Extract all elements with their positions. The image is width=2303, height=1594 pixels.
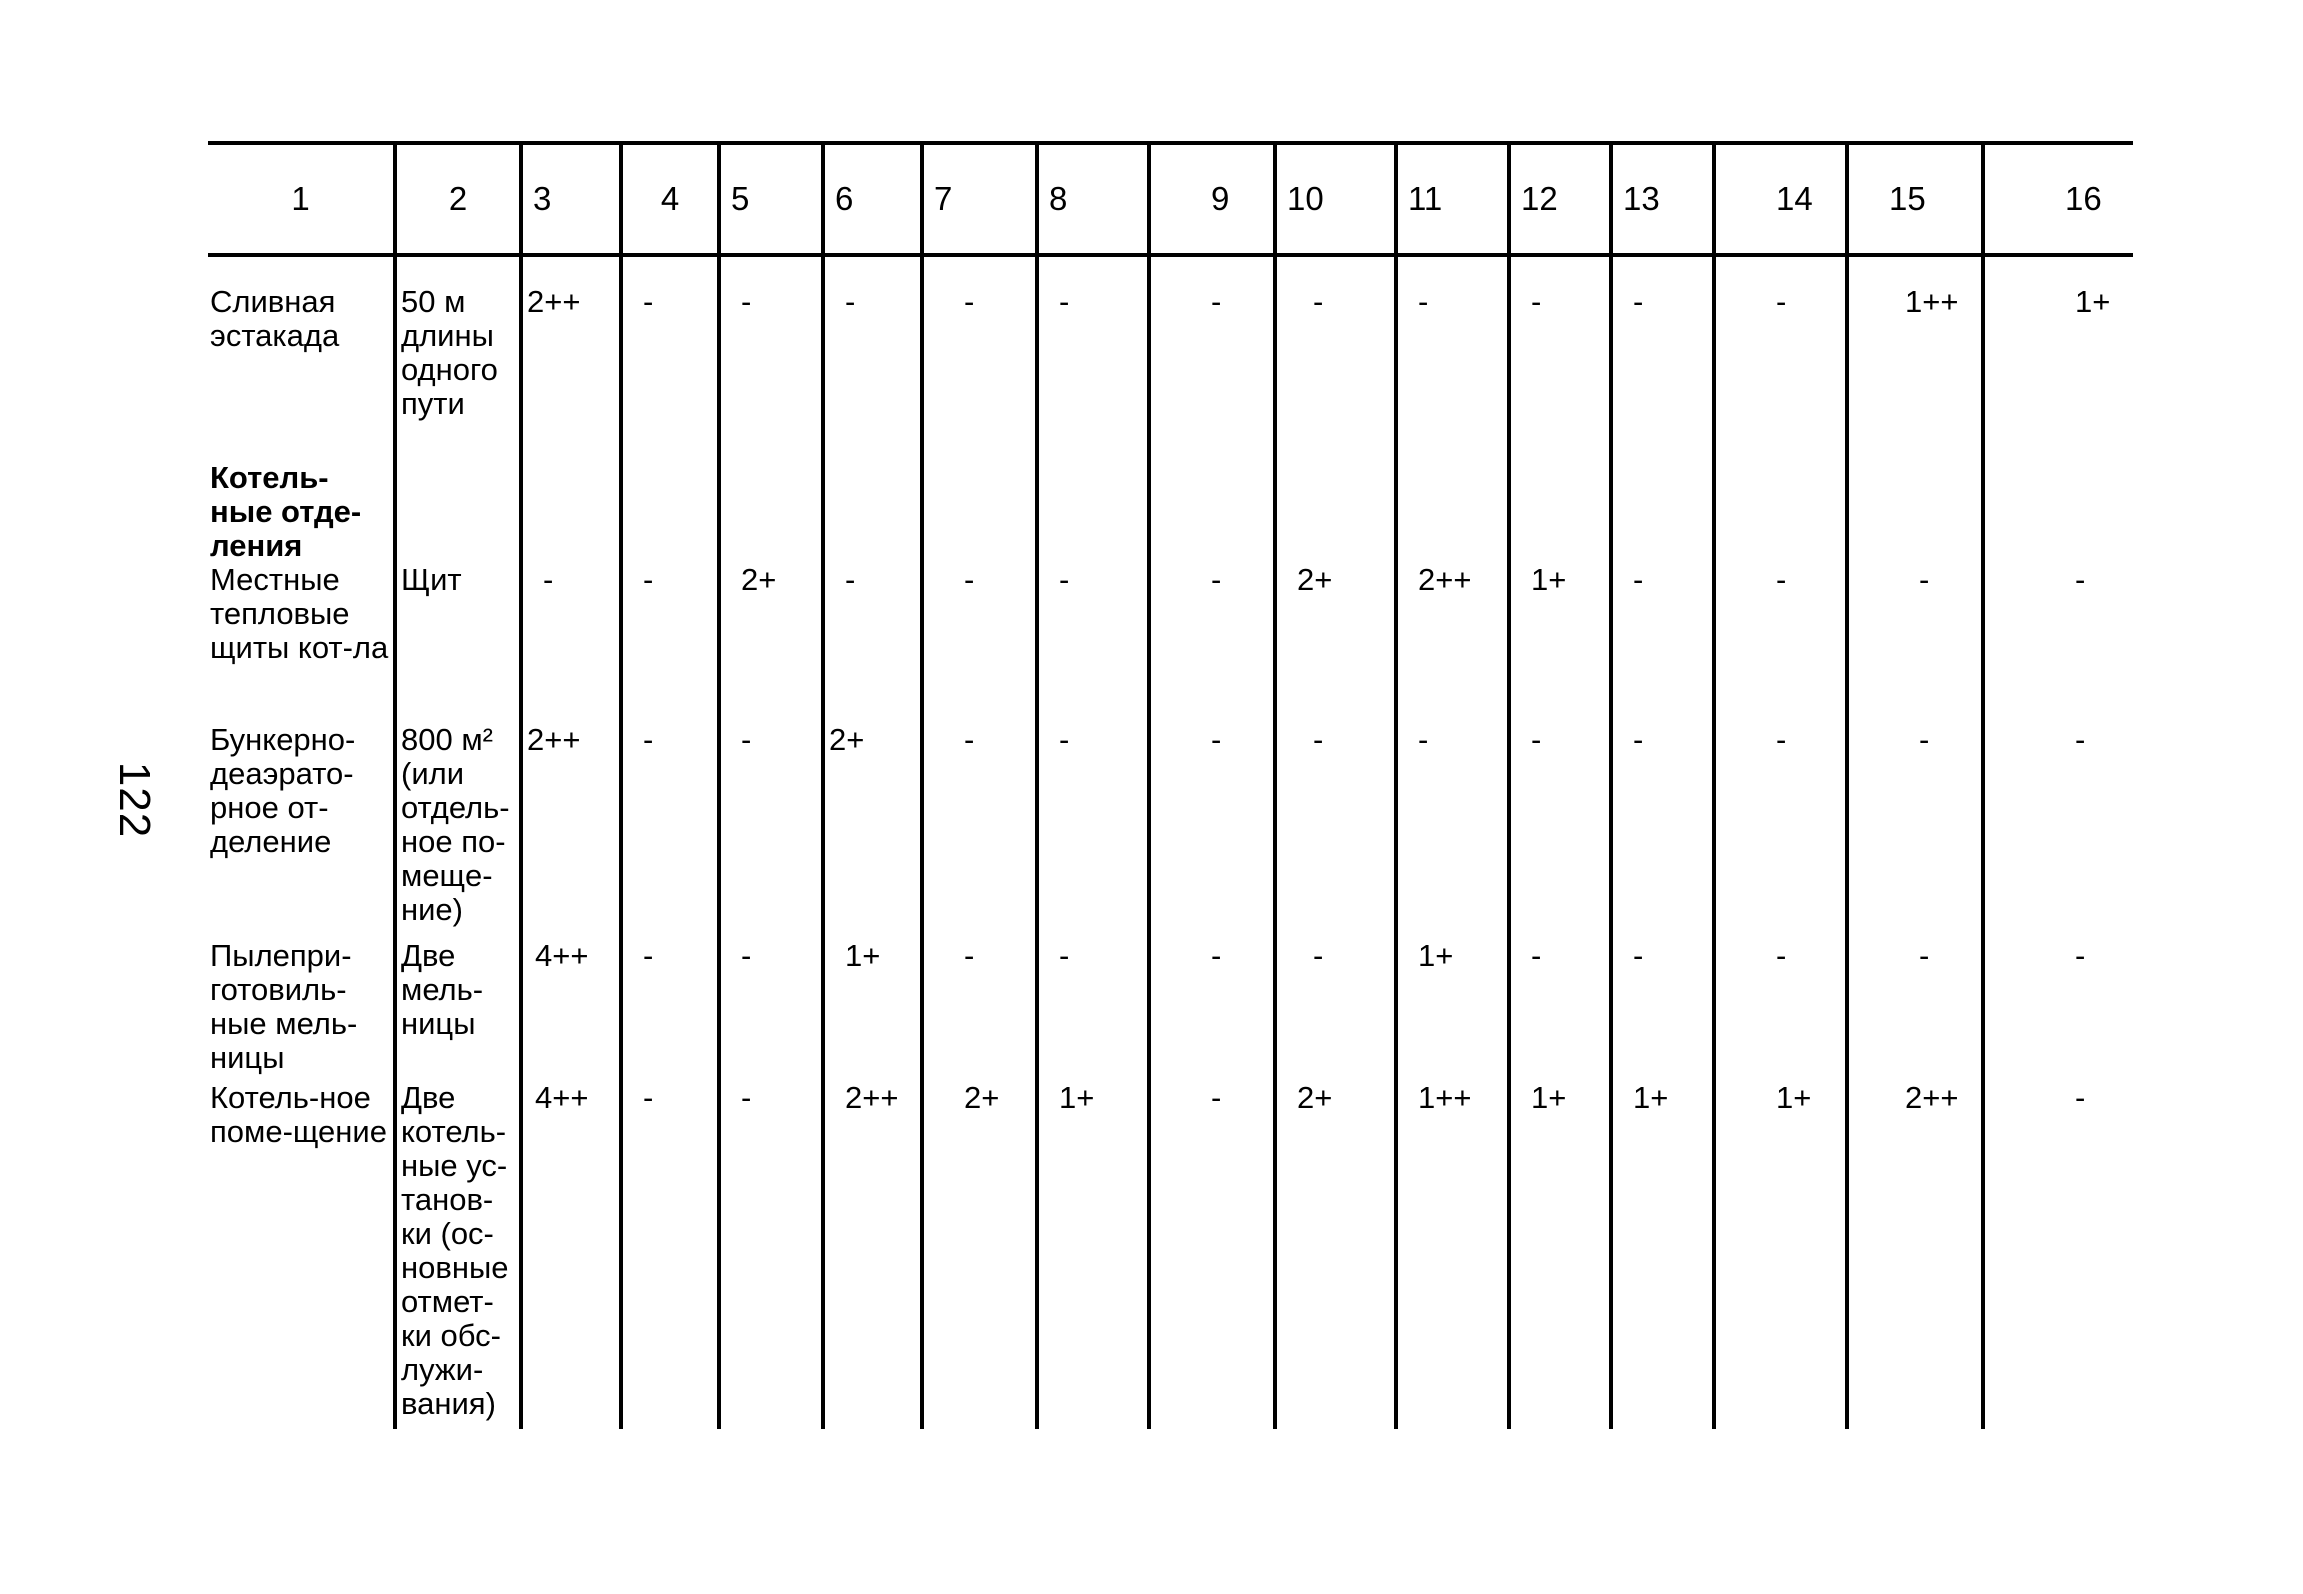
empty-cell [922,455,1037,563]
column-header: 12 [1509,143,1611,255]
empty-cell [823,455,922,563]
cell-value: 2+ [922,1081,1037,1429]
empty-cell [1037,455,1149,563]
cell-value: - [922,939,1037,1081]
cell-value: - [1037,939,1149,1081]
cell-value: 4++ [521,1081,621,1429]
column-header: 1 [208,143,395,255]
cell-value: - [1847,563,1983,723]
cell-value: - [1714,723,1847,939]
column-header: 2 [395,143,521,255]
column-header: 13 [1611,143,1714,255]
row-name: Местные тепловые щиты кот-ла [210,562,389,665]
cell-value: - [621,939,719,1081]
column-header: 14 [1714,143,1847,255]
cell-value: 2++ [823,1081,922,1429]
cell-value: 1+ [1037,1081,1149,1429]
table-row [208,255,2133,455]
cell-value: 1+ [1396,939,1509,1081]
cell-value: 2++ [521,723,621,939]
cell-value: 2++ [1396,563,1509,723]
cell-value: - [621,723,719,939]
cell-value: - [922,255,1037,455]
cell-value: - [1714,563,1847,723]
row-name: Котель-ное поме-щение [210,1080,387,1149]
row-unit: Щит [395,563,521,723]
cell-value: - [1714,255,1847,455]
section-row [208,455,2133,563]
cell-value: - [922,723,1037,939]
cell-value: - [1509,723,1611,939]
cell-value: - [1714,939,1847,1081]
cell-value: - [1509,939,1611,1081]
cell-value: 2+ [1275,563,1396,723]
empty-cell [1275,455,1396,563]
cell-value: - [1611,723,1714,939]
cell-value: 2+ [719,563,823,723]
column-header: 9 [1149,143,1275,255]
cell-value: - [922,563,1037,723]
cell-value: - [719,939,823,1081]
column-header: 15 [1847,143,1983,255]
row-unit: Две котель-ные ус-танов-ки (ос-новные отмет-ки обс-лужи-вания) [395,1081,521,1429]
empty-cell [1611,455,1714,563]
cell-value: - [1611,255,1714,455]
column-header: 3 [521,143,621,255]
cell-value: 1+ [823,939,922,1081]
cell-value: - [1396,723,1509,939]
column-header: 4 [621,143,719,255]
section-title: Котель-ные отде-ления [210,460,362,563]
table-row [208,1081,2133,1429]
row-unit: 50 м длины одного пути [395,255,521,455]
cell-value: - [1396,255,1509,455]
cell-value: - [1847,939,1983,1081]
row-name: Пылепри-готовиль-ные мель-ницы [210,938,358,1075]
cell-value: 2++ [1847,1081,1983,1429]
cell-value: - [1275,255,1396,455]
column-header: 10 [1275,143,1396,255]
cell-value: - [621,255,719,455]
empty-cell [1847,455,1983,563]
equipment-table [208,141,2133,1429]
cell-value: - [1149,1081,1275,1429]
cell-value: 1+ [1611,1081,1714,1429]
column-header: 11 [1396,143,1509,255]
cell-value: 4++ [521,939,621,1081]
table-row [208,723,2133,939]
cell-value: - [1275,723,1396,939]
cell-value: - [1149,255,1275,455]
empty-cell [1149,455,1275,563]
cell-value: - [1983,939,2133,1081]
cell-value: 2++ [521,255,621,455]
cell-value: - [1149,939,1275,1081]
cell-value: - [1275,939,1396,1081]
cell-value: - [1037,723,1149,939]
cell-value: - [1149,723,1275,939]
row-unit: 800 м² (или отдель-ное по-мещe-ние) [395,723,521,939]
cell-value: - [1847,723,1983,939]
cell-value: 1+ [1714,1081,1847,1429]
cell-value: - [823,563,922,723]
cell-value: - [823,255,922,455]
cell-value: - [1611,563,1714,723]
empty-cell [521,455,621,563]
cell-value: 1+ [1509,563,1611,723]
table-row [208,563,2133,723]
cell-value: - [1983,1081,2133,1429]
cell-value: - [719,255,823,455]
empty-cell [1509,455,1611,563]
empty-cell [395,455,521,563]
cell-value: - [1149,563,1275,723]
column-header: 8 [1037,143,1149,255]
empty-cell [719,455,823,563]
cell-value: - [719,1081,823,1429]
cell-value: 2+ [823,723,922,939]
cell-value: 1++ [1847,255,1983,455]
row-name: Сливная эстакада [210,284,340,353]
column-header: 5 [719,143,823,255]
cell-value: - [621,563,719,723]
empty-cell [1983,455,2133,563]
table-row [208,939,2133,1081]
cell-value: 2+ [1275,1081,1396,1429]
row-unit: Две мель-ницы [395,939,521,1081]
cell-value: - [621,1081,719,1429]
column-header: 16 [1983,143,2133,255]
empty-cell [1714,455,1847,563]
cell-value: - [1509,255,1611,455]
cell-value: - [1983,723,2133,939]
cell-value: 1+ [1983,255,2133,455]
cell-value: - [1611,939,1714,1081]
cell-value: 1+ [1509,1081,1611,1429]
empty-cell [621,455,719,563]
column-header: 7 [922,143,1037,255]
cell-value: - [1037,255,1149,455]
header-row [208,143,2133,255]
cell-value: - [1983,563,2133,723]
column-header: 6 [823,143,922,255]
cell-value: - [1037,563,1149,723]
row-name: Бункерно-деаэрато-рное от-деление [210,722,356,859]
cell-value: - [719,723,823,939]
page-number: 122 [110,761,159,839]
empty-cell [1396,455,1509,563]
cell-value: - [521,563,621,723]
cell-value: 1++ [1396,1081,1509,1429]
